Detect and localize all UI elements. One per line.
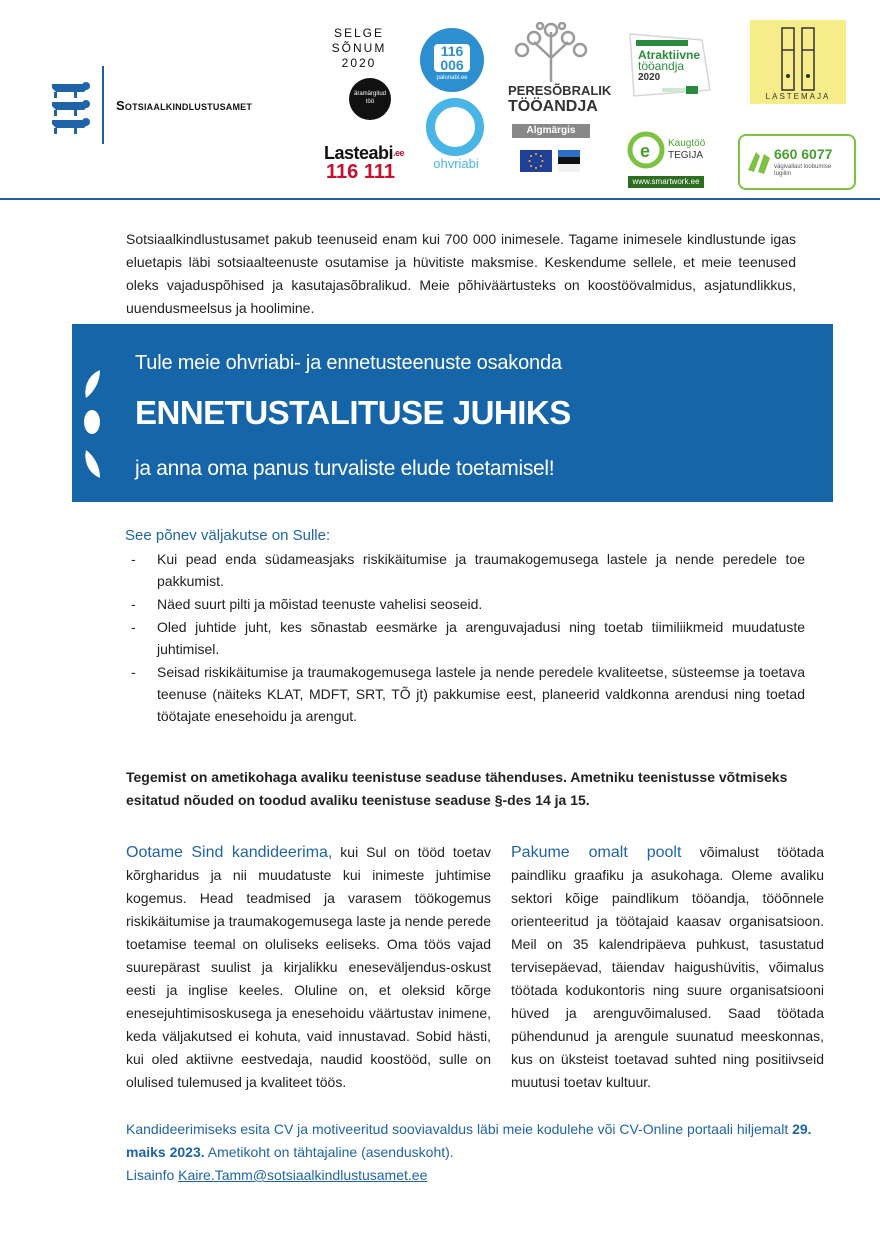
tree-icon	[512, 22, 590, 84]
svg-text:e: e	[640, 141, 651, 161]
peresobralik-tag: Algmärgis	[512, 124, 590, 138]
banner-tagline: ja anna oma panus turvaliste elude toetamisel!	[135, 457, 555, 480]
deadline: 29. maiks 2023.	[126, 1121, 812, 1160]
selge-sonum-logo: SELGE SÕNUM 2020	[331, 26, 387, 70]
list-item: - Kui pead enda südameasjaks riskikäitumise ja traumakogemusega lastele ja nende peredele toe pakkumist.	[131, 551, 805, 589]
apply-info: Kandideerimiseks esita CV ja motiveeritud sooviavaldus läbi meie kodulehe või CV-Online portaali hiljemalt 29. maiks 2023. Ametikoht on tähtajaline (asenduskoht). Lisainfo Kaire.Tamm@sotsiaalkindlustusamet.ee	[126, 1121, 812, 1183]
selge-sonum-badge: äramärgitud töö	[349, 78, 391, 120]
kriisitelefon-number: 116 006	[434, 44, 470, 72]
banner-subtitle: Tule meie ohvriabi- ja ennetusteenuste osakonda	[135, 352, 562, 374]
header-divider	[0, 198, 880, 200]
list-item: - Näed suurt pilti ja mõistad teenuste vahelisi seoseid.	[131, 596, 483, 612]
quote-deco-icon	[80, 370, 106, 478]
ohvriabi-logo: ohvriabi	[433, 156, 479, 171]
eu-flag-icon	[520, 150, 552, 172]
list-item: - Seisad riskikäitumise ja traumakogemusega lastele ja nende peredele kvaliteetse, süsteemse ja toetava teenuse (näiteks KLAT, MDFT, SRT, TÕ jt) pakkumise eest, planeerid valdkonna arendusi ning toetad töötajate enesehoidu ja arengut.	[131, 664, 805, 724]
offer-section	[511, 841, 824, 1094]
lasteabi-number: 116 111	[326, 161, 395, 183]
atraktiivne-logo: Atraktiivne tööandja 2020	[638, 48, 701, 83]
estonia-flag-icon	[558, 150, 580, 172]
org-name: Sotsiaalkindlustusamet	[116, 98, 253, 113]
list-item: - Oled juhtide juht, kes sõnastab eesmärke ja arenguvajadusi ning toetab tiimiliikmeid muudatuste juhtimisel.	[131, 619, 805, 657]
candidate-lead: Ootame Sind kandideerima,	[126, 844, 333, 861]
kriisitelefon-url: palunabi.ee	[436, 75, 468, 81]
kaugtoo-url: www.smartwork.ee	[628, 176, 704, 188]
lasteabi-logo: Lasteabi$^{.ee}$	[324, 143, 405, 163]
offer-lead: Pakume omalt poolt	[511, 844, 682, 861]
candidate-requirements	[126, 841, 491, 1094]
offer-text: võimalust töötada paindliku graafiku ja asukohaga. Oleme avaliku sektori kõige paindlikum tööandja, tööõnnele orienteeritud ja töötajaid kaasav organisatsioon. Meil on 35 kalendripäeva puhkust, tasustatud tervisepäevad, täiendav haigushüvitis, võimalus töötada kodukontoris ning suure organisatsiooni hüved ja arenguvõimalused. Saad töötada pühendunud ja arengule suunatud meeskonnas, kus on üksteist toetavad suhted ning positiivseid muutusi toetav kultuur.	[511, 844, 825, 1090]
legal-note: Tegemist on ametikohaga avaliku teenistuse seaduse tähenduses. Ametniku teenistusse võtmiseks esitatud nõuded on toodud avaliku teenistuse seaduse §-des 14 ja 15.	[126, 769, 788, 808]
vagivallast-logo	[738, 134, 856, 190]
challenge-heading: See põnev väljakutse on Sulle:	[125, 527, 331, 544]
peresobralik-logo: PERESÕBRALIK TÖÖANDJA	[508, 83, 612, 115]
contact-email-link[interactable]: Kaire.Tamm@sotsiaalkindlustusamet.ee	[178, 1167, 428, 1183]
kriisitelefon-logo	[420, 28, 484, 92]
vagivallast-number: 660 6077	[774, 146, 833, 162]
challenge-list	[125, 548, 805, 728]
kaugtoo-logo: Kaugtöö TEGIJA	[668, 138, 706, 161]
lions-crest-icon	[48, 78, 94, 136]
job-title: ENNETUSTALITUSE JUHIKS	[135, 394, 571, 431]
lastemaja-name: LASTEMAJA	[765, 92, 831, 101]
ohvriabi-icon	[426, 98, 484, 156]
logo-divider	[102, 66, 104, 144]
intro-paragraph: Sotsiaalkindlustusamet pakub teenuseid enam kui 700 000 inimesele. Tagame inimesele kindlustunde igas eluetapis läbi sotsiaalteenuste osutamise ja hüvitiste maksmise. Keskendume sellele, et meie teenused oleks vajaduspõhised ja kasutajasõbralikud. Meie põhiväärtusteks on koostöövalmidus, asjatundlikkus, uuendusmeelsus ja hoolimine.	[126, 231, 796, 316]
candidate-text: kui Sul on tööd toetav kõrgharidus ja nii muudatuste kui inimeste juhtimise kogemus. Head teadmised ja varasem töökogemus riskikäitumise ja traumakogemusega laste ja nende perede toetamise teemal on oluliseks eeliseks. Oma töös vajad suurepärast suulist ja kirjalikku eneseväljendus-oskust eesti ja inglise keeles. Oluline on, et oleksid kõrge enesejuhtimisoskusega ja enesehoidu väärtustav inimene, keda väljakutsed ei kohuta, vaid innustavad. Sobid hästi, kui oled aktiivne eestvedaja, naudid koostööd, sulle on olulised tulemused ja kvaliteet töös.	[126, 844, 492, 1090]
vagivallast-caption: vägivallast loobumise tugiliin	[774, 164, 832, 177]
hands-icon	[744, 146, 774, 176]
